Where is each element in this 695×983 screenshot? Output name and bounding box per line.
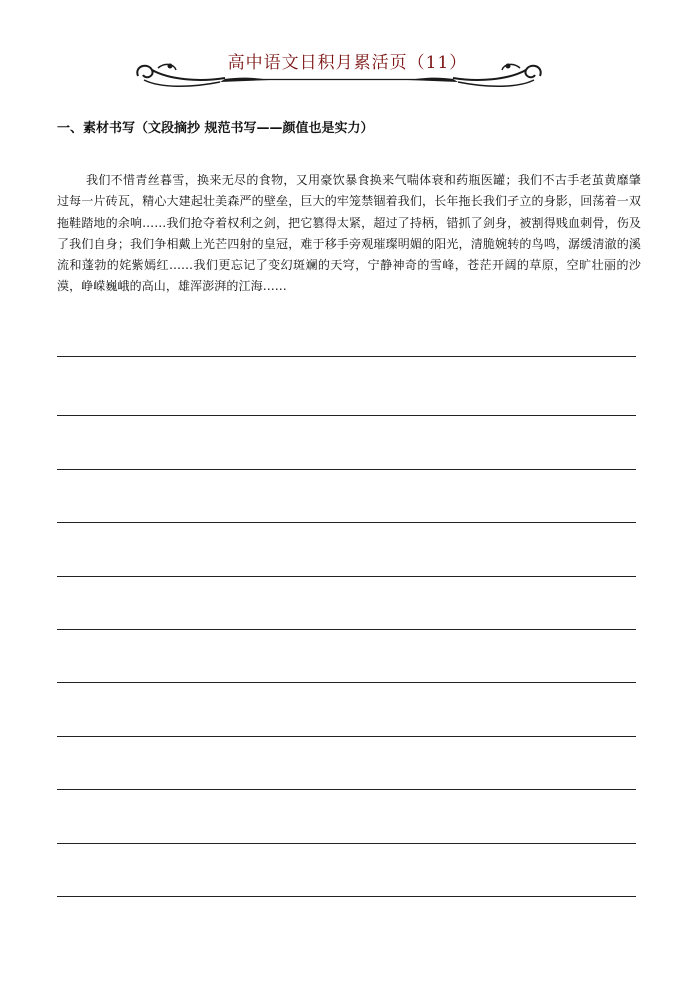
- page-title: 高中语文日积月累活页（11）: [227, 53, 468, 73]
- writing-line[interactable]: [57, 469, 636, 470]
- writing-line[interactable]: [57, 629, 636, 630]
- writing-line[interactable]: [57, 843, 636, 844]
- writing-line[interactable]: [57, 415, 636, 416]
- writing-line[interactable]: [57, 789, 636, 790]
- right-scroll-ornament: [453, 64, 541, 87]
- left-scroll-ornament: [137, 64, 225, 87]
- decorative-flourish-divider: [130, 58, 548, 90]
- writing-line[interactable]: [57, 576, 636, 577]
- writing-line[interactable]: [57, 356, 636, 357]
- writing-line[interactable]: [57, 522, 636, 523]
- writing-line[interactable]: [57, 736, 636, 737]
- page-header: [0, 0, 695, 95]
- excerpt-passage: 我们不惜青丝暮雪，换来无尽的食物，又用豪饮暴食换来气喘体衰和药瓶医罐；我们不古手老茧黄靡肇过每一片砖瓦，精心大建起壮美森严的壁垒，巨大的牢笼禁锢着我们，长年拖长我们孑立的身影，回荡着一双拖鞋踏地的余响……我们抢夺着权利之剑，把它篡得太紧，超过了持柄，错抓了剑身，被割得贱血刺骨，伤及了我们自身；我们争相戴上光芒四射的皇冠，难于移手旁观璀璨明媚的阳光，清脆婉转的鸟鸣，潺缓清澈的溪流和蓬勃的姹紫嫣红……我们更忘记了变幻斑斓的天穹，宁静神奇的雪峰，苍茫开阔的草原，空旷壮丽的沙漠，峥嵘巍峨的高山，雄浑澎湃的江海……: [57, 173, 641, 294]
- writing-line[interactable]: [57, 896, 636, 897]
- writing-line[interactable]: [57, 682, 636, 683]
- section-heading: 一、素材书写（文段摘抄 规范书写——颜值也是实力）: [57, 121, 374, 136]
